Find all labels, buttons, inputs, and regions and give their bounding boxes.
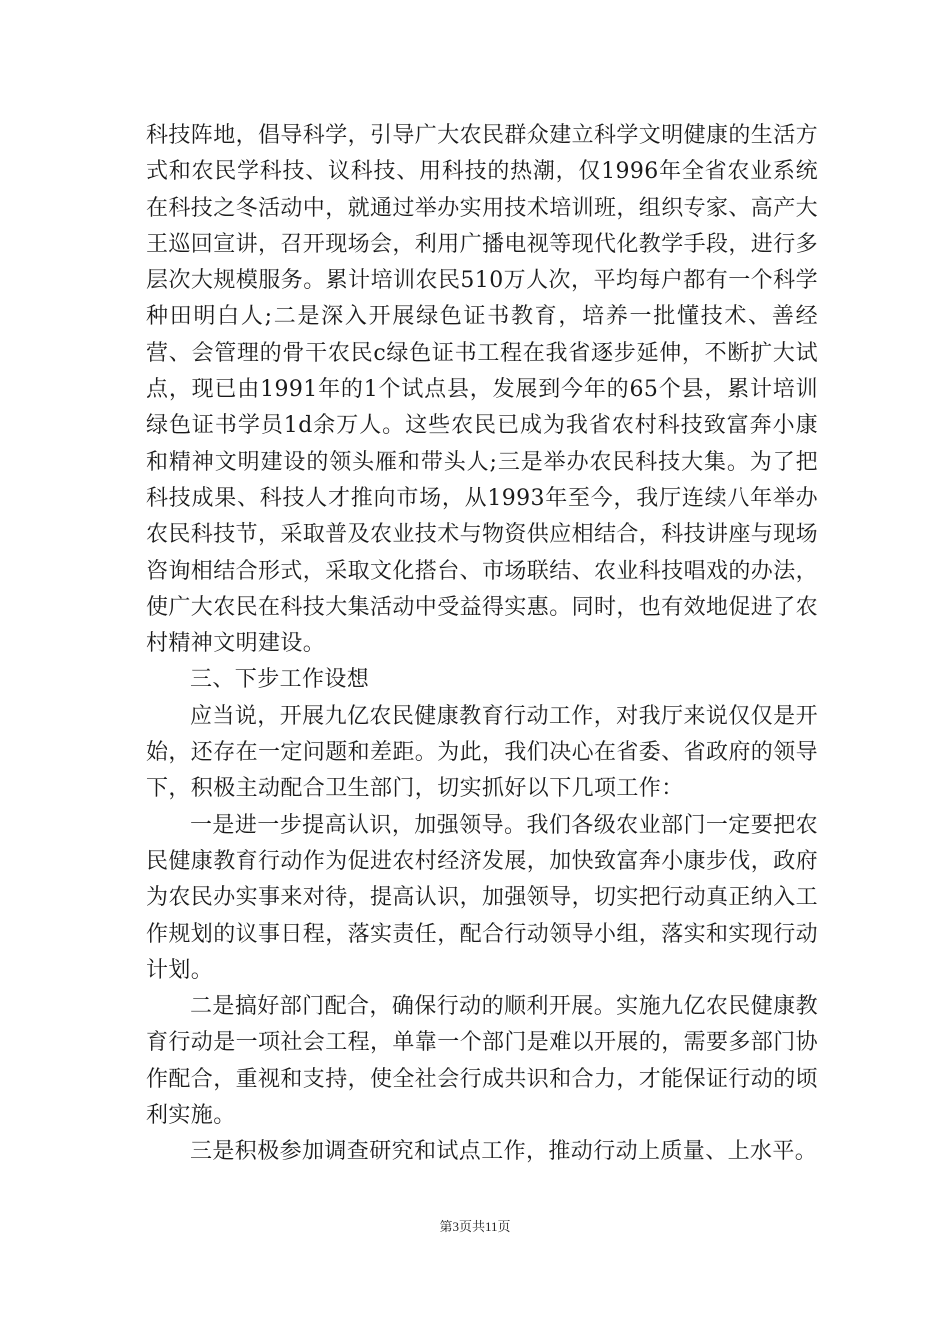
footer-suffix: 页 bbox=[497, 1220, 511, 1235]
paragraph-intro-next-steps: 应当说，开展九亿农民健康教育行动工作，对我厅来说仅仅是开始，还存在一定问题和差距。为此，我们决心在省委、省政府的领导下，积极主动配合卫生部门，切实抓好以下几项工作： bbox=[146, 703, 819, 802]
page-footer bbox=[0, 1216, 950, 1235]
paragraph-science-activities: 科技阵地，倡导科学，引导广大农民群众建立科学文明健康的生活方式和农民学科技、议科技、用科技的热潮，仅1996年全省农业系统在科技之冬活动中，就通过举办实用技术培训班，组织专家、高产大王巡回宣讲，召开现场会，利用广播电视等现代化教学手段，进行多层次大规模服务。累计培训农民510万人次，平均每户都有一个科学种田明白人;二是深入开展绿色证书教育，培养一批懂技术、善经营、会管理的骨干农民c绿色证书工程在我省逐步延伸，不断扩大试点，现已由1991年的1个试点县，发展到今年的65个县，累计培训绿色证书学员1d余万人。这些农民已成为我省农村科技致富奔小康和精神文明建设的领头雁和带头人;三是举办农民科技大集。为了把科技成果、科技人才推向市场，从1993年至今，我厅连续八年举办农民科技节，采取普及农业技术与物资供应相结合，科技讲座与现场咨询相结合形式，采取文化搭台、市场联结、农业科技唱戏的办法，使广大农民在科技大集活动中受益得实惠。同时，也有效地促进了农村精神文明建设。 bbox=[146, 123, 819, 657]
paragraph-item-three: 三是积极参加调查研究和试点工作，推动行动上质量、上水平。 bbox=[190, 1139, 818, 1165]
document-body bbox=[146, 118, 818, 1171]
paragraph-item-one: 一是进一步提高认识，加强领导。我们各级农业部门一定要把农民健康教育行动作为促进农村经济发展，加快致富奔小康步伐，政府为农民办实事来对待，提高认识，加强领导，切实把行动真正纳入工作规划的议事日程，落实责任，配合行动领导小组，落实和实现行动计划。 bbox=[146, 812, 819, 983]
footer-middle: 页共 bbox=[458, 1220, 485, 1235]
paragraph-item-two: 二是搞好部门配合，确保行动的顺利开展。实施九亿农民健康教育行动是一项社会工程，单靠一个部门是难以开展的，需要多部门协作配合，重视和支持，使全社会行成共识和合力，才能保证行动的顷利实施。 bbox=[146, 994, 819, 1129]
total-pages-number: 11 bbox=[484, 1219, 498, 1234]
current-page-number: 3 bbox=[452, 1219, 459, 1234]
section-heading-next-steps: 三、下步工作设想 bbox=[190, 667, 370, 693]
footer-prefix: 第 bbox=[439, 1220, 453, 1235]
